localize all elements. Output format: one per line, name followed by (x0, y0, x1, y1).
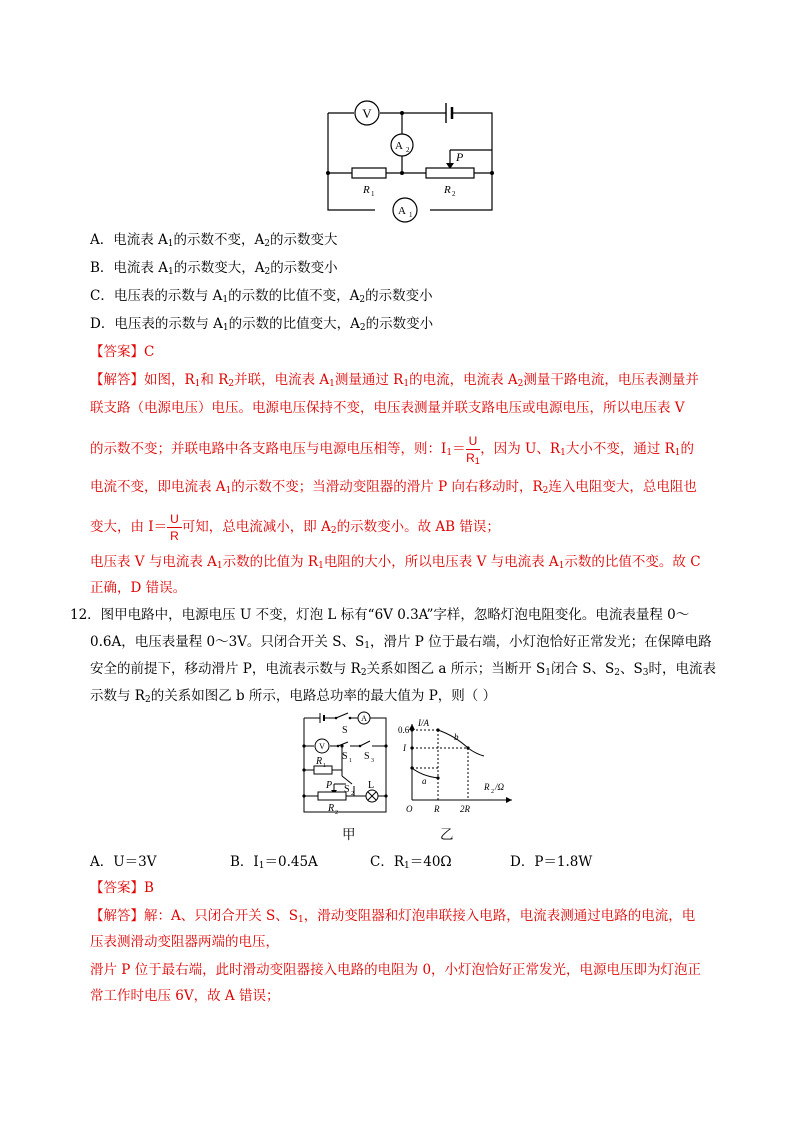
r2-label: R (444, 184, 451, 196)
fraction-u-over-r: $\frac{U}{R}$ (167, 511, 182, 544)
ammeter-label: A (361, 714, 367, 723)
q12-option-d: D．P＝1.8W (510, 854, 593, 870)
q12-explanation-line-3: 滑片 P 位于最右端，此时滑动变阻器接入电路的电阻为 0，小灯泡恰好正常发光，电源电压即为灯泡正 (90, 962, 702, 978)
graph-yi (400, 718, 520, 818)
q11-explanation-line-2: 联支路（电源电压）电压。电源电压保持不变，电压表测量并联支路电压或电源电压，所以电压表 V (90, 400, 685, 416)
r2-label: R (328, 803, 335, 814)
x-tick-r: R (434, 804, 440, 814)
svg-text:1: 1 (409, 211, 413, 219)
slider-label: P (456, 150, 464, 164)
switch-s2-label: S (344, 784, 350, 795)
switch-s3-label: S (364, 751, 370, 762)
q12-stem-line-4: 示数与 $R_2$的关系如图乙 b 所示，电路总功率的最大值为 P，则（ ） (90, 688, 497, 705)
q12-explanation-line-1: 【解答】解：A、只闭合开关 S、$S_1$，滑动变阻器和灯泡串联接入电路，电流表测通过电路的电流，电 (90, 908, 696, 925)
voltmeter-label: V (319, 742, 325, 751)
q11-explanation-line-3: 的示数不变；并联电路中各支路电压与电源电压相等，则：$I_1=$ $\frac{U}{R_1}$ ，因为 U、$R_1$大小不变，通过 $R_1$的 (90, 434, 695, 466)
q12-options (90, 852, 592, 872)
slider-p-label: P (326, 780, 333, 791)
q11-explanation-line-6: 电压表 V 与电流表 $A_1$示数的比值为 $R_1$电阻的大小，所以电压表 V 与电流表 $A_1$示数的比值不变。故 C (90, 554, 701, 571)
svg-text:2: 2 (335, 810, 338, 816)
x-tick-2r: 2R (460, 804, 470, 814)
x-axis-label: R (484, 782, 490, 792)
q11-option-b: B．电流表 $A_1$的示数变大，$A_2$的示数变小 (90, 260, 338, 277)
curve-a-label: a (422, 776, 427, 786)
q12-option-a: A．U＝3V (90, 854, 157, 870)
y-tick-i: I (403, 743, 406, 753)
svg-text:1: 1 (371, 190, 375, 198)
q11-option-a: A．电流表 $A_1$的示数不变，$A_2$的示数变大 (90, 232, 338, 249)
svg-text:A: A (395, 140, 403, 152)
svg-text:2: 2 (406, 146, 410, 154)
svg-text:V: V (362, 106, 372, 121)
q11-option-d: D．电压表的示数与 $A_1$的示数的比值变大，$A_2$的示数变小 (90, 316, 434, 333)
q12-answer: 【答案】B (90, 880, 154, 896)
q11-explanation-line-4: 电流不变，即电流表 $A_1$的示数不变；当滑动变阻器的滑片 P 向右移动时，$R_2$连入电阻变大，总电阻也 (90, 479, 697, 496)
voltmeter-v (355, 101, 379, 125)
q12-stem-line-3: 安全的前提下，移动滑片 P，电流表示数与 $R_2$关系如图乙 a 所示；当断开 $S_1$闭合 S、$S_2$、$S_3$时，电流表 (90, 661, 716, 678)
figure-label-jia: 甲 (342, 827, 356, 843)
q12-stem-line-1: 12．图甲电路中，电源电压 U 不变，灯泡 L 标有“6V 0.3A”字样，忽略灯泡电阻变化。电流表量程 0～ (70, 607, 690, 623)
q12-option-b: B．$I_1=0.45A$ (230, 854, 318, 871)
ammeter-a2 (391, 134, 413, 156)
q11-explanation-line-1: 【解答】如图，$R_1$和 $R_2$并联，电流表 $A_1$测量通过 $R_1$的电流，电流表 $A_2$测量干路电流，电压表测量并 (90, 372, 699, 389)
figure-label-yi: 乙 (440, 827, 454, 843)
ammeter-a1 (393, 198, 417, 222)
r1-label: R (363, 184, 370, 196)
lamp-label: L (368, 780, 375, 791)
svg-text:2: 2 (351, 791, 354, 797)
q12-explanation-line-2: 压表测滑动变阻器两端的电压， (90, 934, 279, 950)
y-tick-0-6: 0.6 (398, 725, 410, 735)
q11-explanation-line-7: 正确，D 错误。 (90, 580, 187, 596)
q12-stem-line-2: 0.6A，电压表量程 0～3V。只闭合开关 S、$S_1$，滑片 P 位于最右端，小灯泡恰好正常发光；在保障电路 (90, 634, 712, 651)
curve-b-label: b (454, 732, 459, 742)
r1-label: R (316, 756, 323, 767)
q11-explanation-line-5: 变大，由 I＝ $\frac{U}{R}$ 可知，总电流减小，即 $A_2$的示数变小。故 AB 错误； (90, 512, 500, 543)
y-axis-label: I/A (418, 718, 429, 728)
svg-text:3: 3 (371, 758, 374, 764)
circuit-diagram-jia (298, 712, 394, 824)
svg-text:A: A (398, 205, 406, 217)
switch-s-label: S (342, 725, 348, 736)
svg-text:/Ω: /Ω (495, 782, 505, 792)
x-tick-origin: O (406, 804, 413, 814)
q12-option-c: C．$R_1=40\Omega$ (370, 854, 452, 871)
svg-text:2: 2 (452, 190, 456, 198)
svg-text:1: 1 (323, 763, 326, 769)
fraction-u-over-r1: $\frac{U}{R_1}$ (466, 434, 480, 466)
svg-text:2: 2 (491, 789, 494, 795)
svg-text:1: 1 (349, 758, 352, 764)
switch-s1-label: S (342, 751, 348, 762)
q11-option-c: C．电压表的示数与 $A_1$的示数的比值不变，$A_2$的示数变小 (90, 288, 433, 305)
q12-explanation-line-4: 常工作时电压 6V，故 A 错误； (90, 988, 280, 1004)
q11-answer: 【答案】C (90, 344, 155, 360)
circuit-diagram-1 (320, 95, 500, 220)
